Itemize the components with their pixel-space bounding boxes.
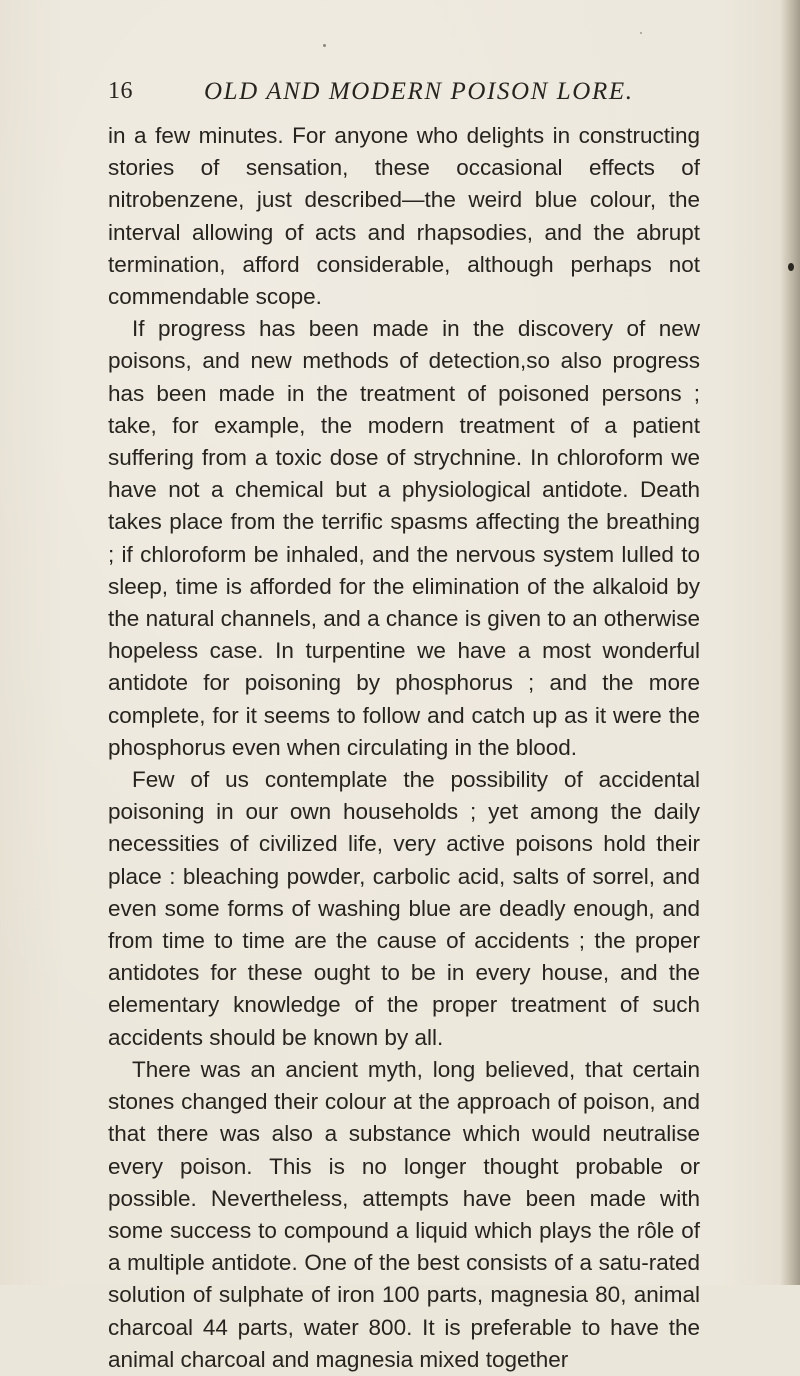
page-header: [108, 78, 668, 118]
paper-speck: [323, 44, 326, 47]
paper-speck: [640, 32, 642, 34]
paragraph: If progress has been made in the discovery of new poisons, and new methods of detection,so also progress has been made in the treatment of poisoned persons ; take, for example, the modern treatment of a patient suffering from a toxic dose of strychnine. In chloroform we have not a chemical but a physiological antidote. Death takes place from the terrific spasms affecting the breathing ; if chloroform be inhaled, and the nervous system lulled to sleep, time is afforded for the elimination of the alkaloid by the natural channels, and a chance is given to an otherwise hopeless case. In turpentine we have a most wonderful antidote for poisoning by phosphorus ; and the more complete, for it seems to follow and catch up as it were the phosphorus even when circulating in the blood.: [108, 316, 700, 760]
page-number: 16: [108, 78, 133, 104]
body-text: [108, 120, 700, 1376]
running-title: OLD AND MODERN POISON LORE.: [204, 78, 634, 105]
paragraph: in a few minutes. For anyone who delights in constructing stories of sensation, these occasional effects of nitrobenzene, just described—the weird blue colour, the interval allowing of acts and rhapsodies, and the abrupt termination, afford considerable, although perhaps not commendable scope.: [108, 123, 700, 310]
page-edge-shadow: [780, 0, 800, 1285]
paper-speck: [788, 263, 794, 271]
paragraph: Few of us contemplate the possibility of accidental poisoning in our own households ; yet among the daily necessities of civilized life, very active poisons hold their place : bleaching powder, carbolic acid, salts of sorrel, and even some forms of washing blue are deadly enough, and from time to time are the cause of accidents ; the proper antidotes for these ought to be in every house, and the elementary knowledge of the proper treatment of such accidents should be known by all.: [108, 767, 700, 1050]
paragraph: There was an ancient myth, long believed, that certain stones changed their colour at the approach of poison, and that there was also a substance which would neutralise every poison. This is no longer thought probable or possible. Nevertheless, attempts have been made with some success to compound a liquid which plays the rôle of a multiple antidote. One of the best consists of a satu-rated solution of sulphate of iron 100 parts, magnesia 80, animal charcoal 44 parts, water 800. It is preferable to have the animal charcoal and magnesia mixed together: [108, 1056, 700, 1372]
